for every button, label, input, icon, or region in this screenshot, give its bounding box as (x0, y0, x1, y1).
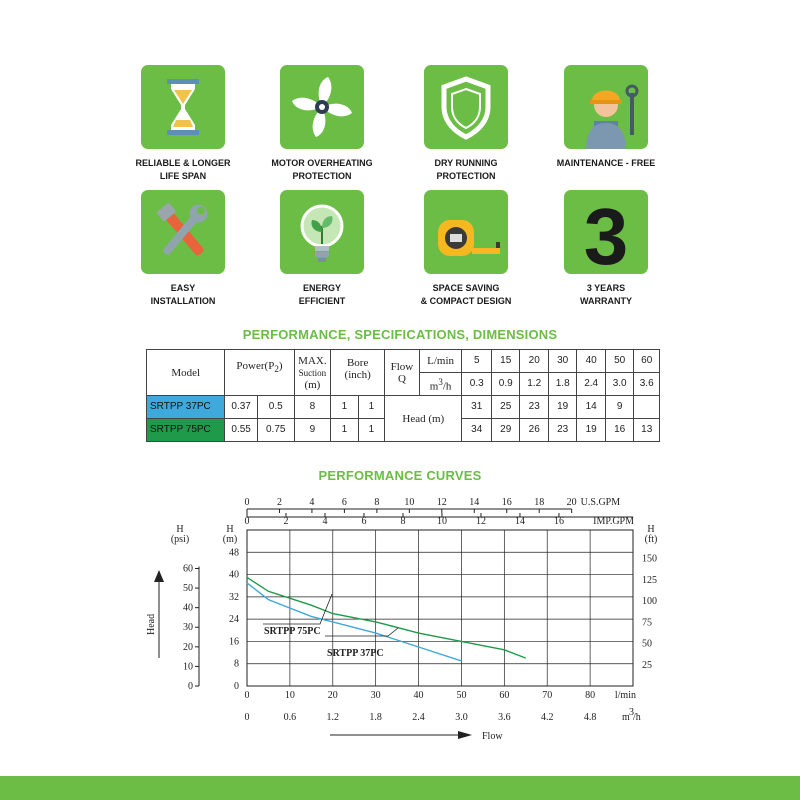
feature-number-three (531, 190, 681, 308)
col-q-text: Q (397, 372, 406, 385)
feature-tape-measure (391, 190, 541, 308)
tick-label-m3h: 1.8 (369, 712, 382, 723)
head-cell: 29 (491, 419, 519, 442)
feature-label: SPACE SAVING & COMPACT DESIGN (420, 283, 512, 306)
tick-label-ft: 150 (642, 553, 657, 565)
tick-label-m3h: 3.6 (498, 712, 511, 723)
head-axis-label: Head (146, 613, 157, 635)
label-ft-unit: (ft) (644, 534, 658, 545)
feature-bulb-leaf (247, 190, 397, 308)
head-cell: 25 (491, 396, 519, 419)
tick-label-impgpm: 6 (361, 516, 367, 527)
tick-label-usgpm: 14 (469, 497, 480, 508)
feature-hourglass (108, 65, 258, 183)
tick-label-psi: 40 (183, 602, 193, 614)
worker-icon (564, 65, 648, 149)
tick-label-psi: 10 (183, 661, 193, 673)
tick-label-usgpm: 8 (374, 497, 380, 508)
feature-wrench (108, 190, 258, 308)
tick-label-usgpm: 4 (309, 497, 315, 508)
tick-label-m: 40 (229, 569, 239, 581)
col-power (225, 350, 294, 396)
bore-in-cell: 1 (331, 419, 358, 442)
tick-label-ft: 125 (642, 574, 657, 586)
kw-cell: 0.55 (225, 419, 258, 442)
tick-label-m3h: 2.4 (412, 712, 425, 723)
col-suction-text: Suction (298, 367, 327, 378)
lmin-cell: 15 (491, 350, 519, 373)
head-cell: 34 (462, 419, 492, 442)
col-lmin-label: L/min (419, 350, 462, 373)
tick-label-usgpm: 12 (436, 497, 447, 508)
tick-label-m: 0 (234, 681, 239, 692)
tick-label-usgpm: 18 (534, 497, 545, 508)
feature-shield (391, 65, 541, 183)
tick-label-usgpm: 20 (566, 497, 577, 508)
tick-label-impgpm: 14 (514, 516, 525, 527)
head-cell: 19 (577, 419, 605, 442)
tick-label-impgpm: 8 (400, 516, 406, 527)
tick-label-usgpm: 2 (276, 497, 282, 508)
tick-label-lmin: 40 (413, 690, 424, 701)
tick-label-lmin: 50 (456, 690, 467, 701)
kw-cell: 0.37 (225, 396, 258, 419)
head-cell: 26 (520, 419, 548, 442)
col-model: Model (147, 350, 225, 396)
number-three-icon (564, 190, 648, 274)
tick-label-lmin: 70 (542, 690, 553, 701)
label-m-unit: (m) (222, 534, 238, 545)
tick-label-usgpm: 16 (501, 497, 512, 508)
series-label-37pc: SRTPP 37PC (327, 648, 384, 659)
col-power-sub: 2 (274, 364, 279, 375)
tick-label-lmin: 30 (370, 690, 381, 701)
flow-axis-label: Flow (482, 731, 503, 742)
tick-label-lmin: 0 (244, 690, 250, 701)
col-m3h-label (419, 373, 462, 396)
m3h-sup: 3 (438, 376, 443, 387)
feature-label: ENERGY EFFICIENT (298, 283, 346, 306)
head-cell: 31 (462, 396, 492, 419)
hp-cell: 0.75 (257, 419, 294, 442)
fan-icon (280, 65, 364, 149)
feature-label: 3 YEARS WARRANTY (580, 283, 632, 306)
unit-m3h-end: /h (633, 712, 641, 723)
head-cell: 19 (548, 396, 576, 419)
spec-heading: PERFORMANCE, SPECIFICATIONS, DIMENSIONS (242, 327, 558, 342)
tick-label-m3h: 3.0 (455, 712, 468, 723)
tick-label-m: 48 (229, 547, 239, 559)
m3h-text: m (429, 380, 439, 393)
tick-label-psi: 50 (183, 583, 193, 595)
head-cell: 23 (548, 419, 576, 442)
tick-label-m: 32 (229, 591, 239, 603)
head-arrow-head (154, 570, 164, 582)
unit-m3h: m (622, 712, 630, 723)
tick-label-ft: 100 (642, 596, 657, 608)
feature-label: EASY INSTALLATION (150, 283, 216, 306)
tick-label-psi: 20 (183, 641, 193, 653)
label-ft-h: H (647, 524, 655, 535)
col-inch-text: (inch) (344, 369, 371, 381)
head-label: Head (m) (385, 396, 462, 442)
feature-label: RELIABLE & LONGER LIFE SPAN (135, 158, 231, 181)
head-cell (634, 396, 660, 419)
head-cell: 13 (634, 419, 660, 442)
label-psi-h: H (176, 524, 184, 535)
bulb-leaf-icon (280, 190, 364, 274)
tick-label-m3h: 0 (244, 712, 250, 723)
lmin-cell: 40 (577, 350, 605, 373)
spec-table (146, 349, 660, 442)
warranty-digit: 3 (583, 192, 629, 274)
tick-label-m3h: 1.2 (326, 712, 340, 723)
m3h-cell: 0.3 (462, 373, 492, 396)
lmin-cell: 5 (462, 350, 492, 373)
head-cell: 14 (577, 396, 605, 419)
col-bore-text: Bore (346, 357, 369, 369)
tick-label-ft: 25 (642, 659, 652, 671)
tick-label-psi: 0 (188, 681, 193, 692)
shield-icon (424, 65, 508, 149)
tick-label-lmin: 10 (284, 690, 295, 701)
unit-usgpm: U.S.GPM (580, 497, 621, 508)
m3h-cell: 1.2 (520, 373, 548, 396)
tick-label-impgpm: 2 (283, 516, 289, 527)
wrench-icon (141, 190, 225, 274)
col-power-end: ) (278, 360, 283, 372)
head-cell: 9 (605, 396, 633, 419)
suction-cell: 8 (294, 396, 331, 419)
tick-label-m: 24 (229, 614, 239, 626)
tick-label-psi: 60 (183, 563, 193, 575)
model-name-37pc: SRTPP 37PC (147, 396, 225, 419)
m3h-cell: 0.9 (491, 373, 519, 396)
series-label-75pc: SRTPP 75PC (264, 626, 321, 637)
tick-label-usgpm: 10 (404, 497, 415, 508)
tick-label-ft: 75 (642, 617, 652, 629)
tick-label-impgpm: 16 (553, 516, 564, 527)
feature-label: DRY RUNNING PROTECTION (434, 158, 498, 181)
tick-label-m3h: 4.8 (583, 712, 597, 723)
label-m-h: H (226, 524, 234, 535)
hp-cell: 0.5 (257, 396, 294, 419)
tick-label-impgpm: 0 (244, 516, 250, 527)
suction-cell: 9 (294, 419, 331, 442)
bottom-bar (0, 776, 800, 800)
col-m-text: (m) (304, 378, 321, 391)
lmin-cell: 20 (520, 350, 548, 373)
performance-curves-chart (0, 490, 800, 750)
tick-label-psi: 30 (183, 622, 193, 634)
unit-impgpm: IMP.GPM (593, 516, 634, 527)
feature-fan (247, 65, 397, 183)
m3h-cell: 1.8 (548, 373, 576, 396)
tick-label-m3h: 4.2 (540, 712, 554, 723)
bore-in-cell: 1 (331, 396, 358, 419)
series-line-75pc (247, 577, 526, 658)
lmin-cell: 60 (634, 350, 660, 373)
tick-label-lmin: 60 (499, 690, 510, 701)
label-psi-unit: (psi) (170, 534, 190, 545)
col-flow-text: Flow (390, 360, 414, 373)
m3h-cell: 3.0 (605, 373, 633, 396)
unit-lmin: l/min (614, 690, 636, 701)
hourglass-icon (141, 65, 225, 149)
head-cell: 23 (520, 396, 548, 419)
tick-label-ft: 50 (642, 638, 652, 650)
tick-label-usgpm: 0 (244, 497, 250, 508)
m3h-end: /h (442, 380, 452, 393)
feature-worker (531, 65, 681, 170)
col-max-suction (294, 350, 331, 396)
m3h-cell: 3.6 (634, 373, 660, 396)
curves-heading: PERFORMANCE CURVES (318, 468, 482, 483)
tick-label-m: 8 (234, 658, 239, 670)
m3h-cell: 2.4 (577, 373, 605, 396)
model-name-75pc: SRTPP 75PC (147, 419, 225, 442)
bore-out-cell: 1 (358, 396, 384, 419)
col-bore (331, 350, 385, 396)
plot-frame (247, 530, 633, 686)
tape-measure-icon (424, 190, 508, 274)
tick-label-impgpm: 10 (436, 516, 447, 527)
col-max-text: MAX. (298, 354, 327, 367)
col-flow (385, 350, 420, 396)
lmin-cell: 30 (548, 350, 576, 373)
flow-arrow-head (458, 731, 472, 739)
feature-label: MOTOR OVERHEATING PROTECTION (271, 158, 373, 181)
col-power-text: Power(P (236, 360, 275, 372)
feature-label: MAINTENANCE - FREE (556, 158, 656, 168)
tick-label-usgpm: 6 (341, 497, 347, 508)
lmin-cell: 50 (605, 350, 633, 373)
head-cell: 16 (605, 419, 633, 442)
tick-label-m3h: 0.6 (283, 712, 297, 723)
tick-label-m: 16 (229, 636, 239, 648)
unit-m3h-sup: 3 (629, 707, 634, 718)
tick-label-lmin: 80 (585, 690, 596, 701)
tick-label-impgpm: 12 (475, 516, 486, 527)
tick-label-lmin: 20 (327, 690, 338, 701)
tick-label-impgpm: 4 (322, 516, 328, 527)
bore-out-cell: 1 (358, 419, 384, 442)
